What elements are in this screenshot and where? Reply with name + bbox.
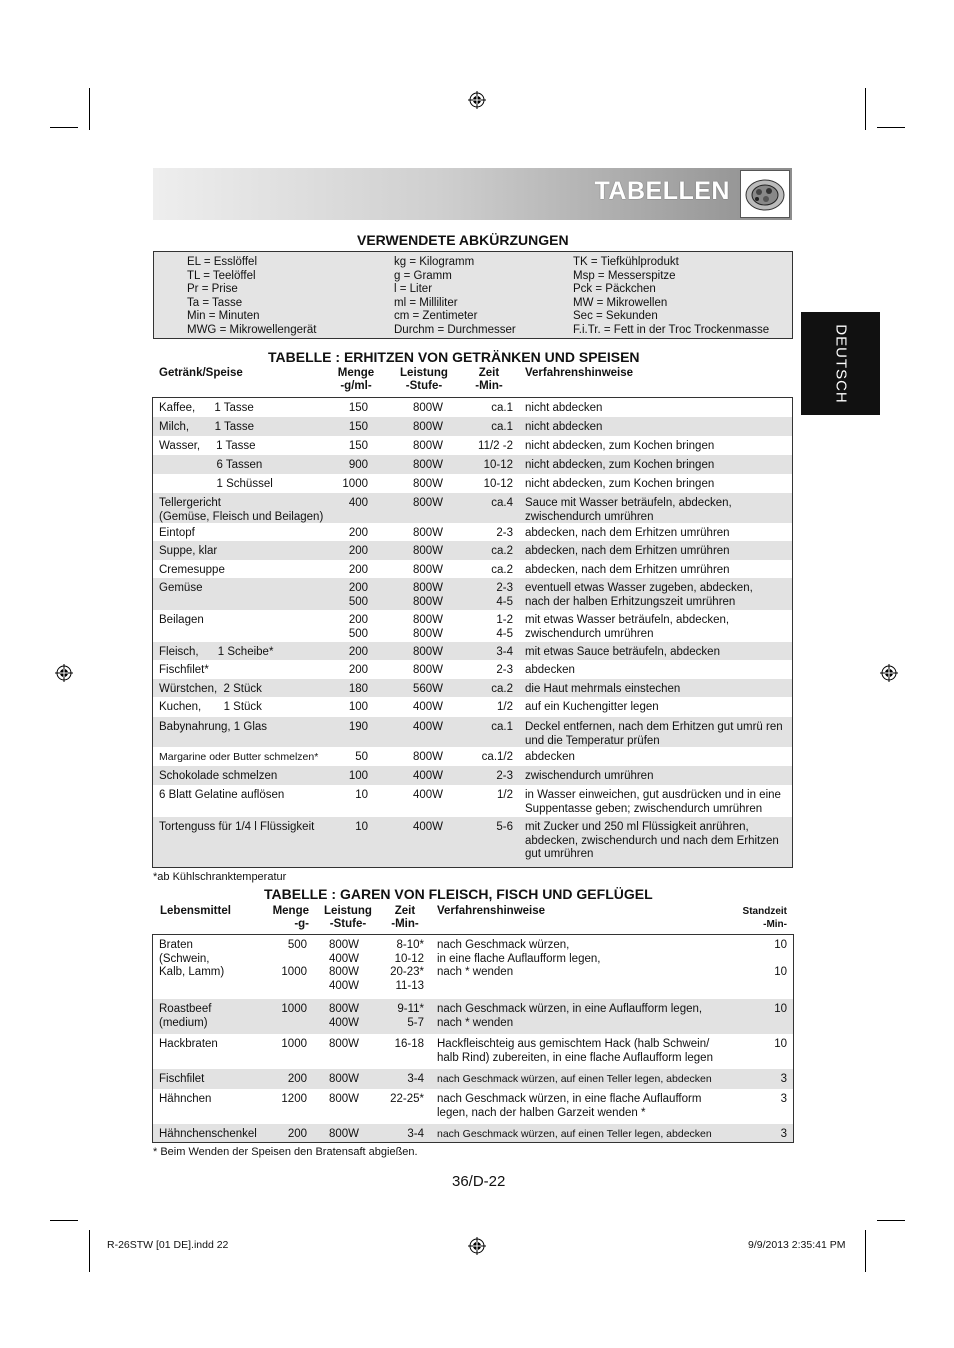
row-standing-time: 10 (774, 1003, 787, 1015)
row-notes: abdecken, nach dem Erhitzen umrühren (525, 527, 730, 539)
row-notes: auf ein Kuchengitter legen (525, 701, 659, 713)
table1-title: TABELLE : ERHITZEN VON GETRÄNKEN UND SPEISEN (268, 349, 640, 365)
row-notes: die Haut mehrmals einstechen (525, 683, 681, 695)
row-power: 560W (412, 683, 443, 695)
row-power: 800W (412, 440, 443, 452)
abbreviation-entry: MW = Mikrowellen (573, 296, 668, 309)
row-time: ca.2 (491, 545, 513, 557)
table-row (153, 1089, 793, 1124)
registration-mark-icon (468, 91, 486, 109)
abbreviations-title: VERWENDETE ABKÜRZUNGEN (357, 232, 569, 248)
table-row (153, 999, 793, 1034)
row-time: 2-3 (496, 527, 513, 539)
row-power: 400W (412, 701, 443, 713)
row-notes: nach Geschmack würzen, in eine flache Auflaufform legen, nach * wenden (437, 939, 601, 979)
row-standing-time: 3 (780, 1073, 787, 1085)
row-amount: 1000 (342, 478, 368, 490)
row-notes: abdecken (525, 664, 575, 676)
row-power: 800W (412, 751, 443, 763)
table2 (152, 934, 794, 1143)
table1-header-time: Zeit -Min- (475, 367, 503, 392)
table1 (152, 397, 793, 868)
row-time: 10-12 (483, 478, 513, 490)
table-row (153, 560, 792, 578)
row-notes: Hackfleischteig aus gemischtem Hack (halb Schwein/ halb Rind) zubereiten, in eine flache Auflaufform legen (437, 1038, 713, 1064)
table-row (153, 1069, 793, 1089)
row-time: 9-11* 5-7 (397, 1003, 424, 1029)
row-time: 22-25* (390, 1093, 424, 1105)
table-row (153, 642, 792, 660)
row-notes: mit etwas Sauce beträufeln, abdecken (525, 646, 720, 658)
table-row (153, 747, 792, 766)
row-item: Braten (Schwein, Kalb, Lamm) (159, 939, 225, 979)
row-time: ca.2 (491, 564, 513, 576)
abbreviation-entry: cm = Zentimeter (394, 310, 478, 323)
table-row (153, 766, 792, 785)
table-row (153, 1124, 793, 1142)
row-time: ca.1 (491, 421, 513, 433)
row-item: Schokolade schmelzen (159, 770, 278, 782)
row-time: 1/2 (497, 789, 513, 801)
row-time: 3-4 (407, 1128, 424, 1140)
table-row (153, 935, 793, 999)
abbreviation-entry: F.i.Tr. = Fett in der Troc Trockenmasse (573, 323, 770, 336)
abbreviation-entry: Sec = Sekunden (573, 310, 658, 323)
row-power: 400W (412, 721, 443, 733)
row-item: Hackbraten (159, 1038, 218, 1050)
abbreviation-entry: Pr = Prise (187, 283, 238, 296)
row-power: 800W 400W 800W 400W (329, 939, 360, 992)
row-time: 2-3 4-5 (496, 582, 513, 608)
crop-mark (865, 1230, 866, 1272)
row-item: Würstchen, 2 Stück (159, 683, 262, 695)
row-time: 3-4 (496, 646, 513, 658)
row-time: ca.2 (491, 683, 513, 695)
row-item: Hähnchenschenkel (159, 1128, 257, 1140)
row-power: 400W (412, 821, 443, 833)
language-tab (801, 312, 880, 415)
row-power: 800W (412, 545, 443, 557)
row-amount: 900 (348, 459, 368, 471)
row-notes: nicht abdecken (525, 421, 603, 433)
row-time: 10-12 (483, 459, 513, 471)
row-power: 800W (412, 527, 443, 539)
row-item: Tortenguss für 1/4 l Flüssigkeit (159, 821, 315, 833)
abbreviation-entry: EL = Esslöffel (187, 256, 257, 268)
row-item: Suppe, klar (159, 545, 218, 557)
crop-mark (50, 1220, 78, 1221)
table-row (153, 398, 792, 417)
row-standing-time: 3 (780, 1093, 787, 1105)
row-item: Margarine oder Butter schmelzen* (159, 751, 319, 763)
row-time: 16-18 (394, 1038, 424, 1050)
row-notes: zwischendurch umrühren (525, 770, 654, 782)
row-item: 6 Tassen (159, 459, 263, 471)
row-time: 5-6 (496, 821, 513, 833)
table2-title: TABELLE : GAREN VON FLEISCH, FISCH UND GEFLÜGEL (264, 886, 653, 902)
table2-header-item: Lebensmittel (160, 905, 231, 917)
row-power: 400W (412, 770, 443, 782)
row-notes: Sauce mit Wasser beträufeln, abdecken, zwischendurch umrühren (525, 497, 732, 523)
food-plate-icon (740, 170, 790, 218)
row-power: 800W 400W (329, 1003, 360, 1029)
abbreviation-entry: Ta = Tasse (187, 296, 243, 309)
abbreviation-entry: l = Liter (394, 283, 433, 296)
row-item: Babynahrung, 1 Glas (159, 721, 268, 733)
row-time: ca.4 (491, 497, 513, 509)
table2-footnote: * Beim Wenden der Speisen den Bratensaft abgießen. (153, 1146, 418, 1158)
row-power: 800W (329, 1073, 360, 1085)
table-row (153, 578, 792, 610)
row-amount: 1000 (281, 1038, 307, 1050)
crop-mark (89, 88, 90, 130)
row-amount: 200 (287, 1128, 307, 1140)
row-notes: mit Zucker und 250 ml Flüssigkeit anrühren, abdecken, zwischendurch und nach dem Erhitzen gut umrühren (525, 821, 779, 861)
row-time: 2-3 (496, 664, 513, 676)
row-item: Kuchen, 1 Stück (159, 701, 262, 713)
row-item: Tellergericht (Gemüse, Fleisch und Beilagen) (159, 497, 324, 523)
row-power: 400W (412, 789, 443, 801)
abbreviation-entry: ml = Milliliter (394, 296, 458, 309)
row-amount: 10 (355, 821, 368, 833)
table-row (153, 717, 792, 747)
row-amount: 150 (348, 402, 368, 414)
section-header (153, 168, 792, 220)
row-time: 2-3 (496, 770, 513, 782)
crop-mark (877, 127, 905, 128)
row-notes: nicht abdecken, zum Kochen bringen (525, 459, 715, 471)
row-amount: 190 (348, 721, 368, 733)
page-title: TABELLEN (594, 177, 730, 205)
row-notes: nicht abdecken, zum Kochen bringen (525, 440, 715, 452)
registration-mark-icon (880, 664, 898, 682)
row-notes: nach Geschmack würzen, in eine flache Auflaufform legen, nach der halben Garzeit wenden * (437, 1093, 702, 1119)
row-amount: 1200 (281, 1093, 307, 1105)
row-amount: 150 (348, 421, 368, 433)
row-time: 8-10* 10-12 20-23* 11-13 (390, 939, 424, 992)
row-amount: 200 500 (348, 614, 368, 640)
row-notes: nach Geschmack würzen, auf einen Teller legen, abdecken (437, 1128, 712, 1140)
row-amount: 50 (355, 751, 368, 763)
row-notes: in Wasser einweichen, gut ausdrücken und in eine Suppentasse geben; zwischendurch umrühren (525, 789, 781, 815)
table2-header-amount: Menge -g- (272, 905, 309, 930)
table1-header-item: Getränk/Speise (159, 367, 243, 379)
table-row (153, 679, 792, 697)
row-power: 800W 800W (412, 582, 443, 608)
row-standing-time: 10 (774, 1038, 787, 1050)
row-amount: 200 (348, 564, 368, 576)
row-item: Kaffee, 1 Tasse (159, 402, 254, 414)
table-row (153, 541, 792, 560)
row-item: Eintopf (159, 527, 195, 539)
table2-header-power: Leistung -Stufe- (324, 905, 372, 930)
row-amount: 100 (348, 701, 368, 713)
row-amount: 200 (348, 664, 368, 676)
row-notes: nicht abdecken (525, 402, 603, 414)
row-notes: abdecken, nach dem Erhitzen umrühren (525, 564, 730, 576)
row-power: 800W (412, 664, 443, 676)
row-notes: nach Geschmack würzen, in eine Auflaufform legen, nach * wenden (437, 1003, 703, 1029)
row-item: 6 Blatt Gelatine auflösen (159, 789, 285, 801)
row-amount: 200 500 (348, 582, 368, 608)
row-power: 800W (412, 646, 443, 658)
registration-mark-icon (468, 1237, 486, 1255)
table1-header-amount: Menge -g/ml- (337, 367, 375, 392)
abbreviation-entry: g = Gramm (394, 269, 452, 282)
row-amount: 10 (355, 789, 368, 801)
row-time: 1/2 (497, 701, 513, 713)
row-notes: nicht abdecken, zum Kochen bringen (525, 478, 715, 490)
row-time: 1-2 4-5 (496, 614, 513, 640)
row-notes: mit etwas Wasser beträufeln, abdecken, zwischendurch umrühren (525, 614, 730, 640)
row-amount: 400 (348, 497, 368, 509)
row-notes: nach Geschmack würzen, auf einen Teller legen, abdecken (437, 1073, 712, 1085)
row-amount: 200 (287, 1073, 307, 1085)
row-item: Beilagen (159, 614, 204, 626)
row-amount: 200 (348, 545, 368, 557)
row-power: 800W 800W (412, 614, 443, 640)
row-item: Gemüse (159, 582, 203, 594)
row-power: 800W (329, 1093, 360, 1105)
row-amount: 200 (348, 646, 368, 658)
row-standing-time: 3 (780, 1128, 787, 1140)
row-time: ca.1 (491, 402, 513, 414)
row-notes: Deckel entfernen, nach dem Erhitzen gut umrü ren und die Temperatur prüfen (525, 721, 783, 747)
table-row (153, 697, 792, 717)
row-amount: 1000 (281, 1003, 307, 1015)
abbreviations-col2 (394, 256, 516, 338)
table-row (153, 817, 792, 867)
row-item: Roastbeef (medium) (159, 1003, 212, 1029)
row-item: 1 Schüssel (159, 478, 273, 490)
row-amount: 100 (348, 770, 368, 782)
row-item: Hähnchen (159, 1093, 212, 1105)
abbreviation-entry: kg = Kilogramm (394, 256, 475, 268)
row-power: 800W (412, 478, 443, 490)
abbreviation-entry: Msp = Messerspitze (573, 269, 676, 282)
row-standing-time: 10 10 (774, 939, 787, 979)
table-row (153, 785, 792, 817)
table2-header-time: Zeit -Min- (391, 905, 419, 930)
abbreviation-entry: Durchm = Durchmesser (394, 323, 516, 336)
row-amount: 180 (348, 683, 368, 695)
row-item: Fischfilet* (159, 664, 209, 676)
row-time: ca.1 (491, 721, 513, 733)
row-power: 800W (412, 564, 443, 576)
abbreviation-entry: Pck = Päckchen (573, 283, 656, 296)
abbreviation-entry: TL = Teelöffel (187, 269, 256, 282)
row-notes: eventuell etwas Wasser zugeben, abdecken, nach der halben Erhitzungszeit umrühren (525, 582, 753, 608)
row-item: Milch, 1 Tasse (159, 421, 255, 433)
table1-footnote: *ab Kühlschranktemperatur (153, 871, 287, 883)
table1-header-notes: Verfahrenshinweise (525, 367, 634, 379)
footer-timestamp: 9/9/2013 2:35:41 PM (748, 1239, 846, 1251)
row-item: Cremesuppe (159, 564, 225, 576)
table-row (153, 493, 792, 523)
abbreviations-box (153, 251, 793, 339)
table-row (153, 436, 792, 455)
abbreviation-entry: Min = Minuten (187, 310, 260, 323)
row-notes: abdecken (525, 751, 575, 763)
table-row (153, 417, 792, 436)
row-power: 800W (412, 402, 443, 414)
row-time: 11/2 -2 (478, 440, 513, 452)
row-item: Wasser, 1 Tasse (159, 440, 256, 452)
language-tab-label: DEUTSCH (832, 323, 849, 404)
footer-filename: R-26STW [01 DE].indd 22 (107, 1239, 229, 1251)
registration-mark-icon (55, 664, 73, 682)
crop-mark (865, 88, 866, 130)
table-row (153, 1034, 793, 1069)
row-item: Fischfilet (159, 1073, 205, 1085)
table-row (153, 474, 792, 493)
row-power: 800W (412, 497, 443, 509)
table1-header-power: Leistung -Stufe- (400, 367, 448, 392)
row-notes: abdecken, nach dem Erhitzen umrühren (525, 545, 730, 557)
row-amount: 500 1000 (281, 939, 307, 979)
crop-mark (877, 1220, 905, 1221)
row-amount: 150 (348, 440, 368, 452)
abbreviations-col1 (187, 256, 316, 338)
abbreviations-col3 (573, 256, 769, 338)
table2-header-notes: Verfahrenshinweise (437, 905, 546, 917)
page-number: 36/D-22 (452, 1173, 506, 1190)
table2-header-standing-time: Standzeit -Min- (742, 906, 787, 930)
table-row (153, 660, 792, 679)
row-time: 3-4 (407, 1073, 424, 1085)
row-power: 800W (412, 421, 443, 433)
abbreviation-entry: MWG = Mikrowellengerät (187, 323, 317, 336)
row-power: 800W (329, 1128, 360, 1140)
crop-mark (50, 127, 78, 128)
row-power: 800W (412, 459, 443, 471)
row-item: Fleisch, 1 Scheibe* (159, 646, 274, 658)
crop-mark (89, 1230, 90, 1272)
row-time: ca.1/2 (481, 751, 513, 763)
row-power: 800W (329, 1038, 360, 1050)
table-row (153, 610, 792, 642)
row-amount: 200 (348, 527, 368, 539)
table-row (153, 455, 792, 474)
abbreviation-entry: TK = Tiefkühlprodukt (573, 256, 679, 268)
table-row (153, 523, 792, 541)
